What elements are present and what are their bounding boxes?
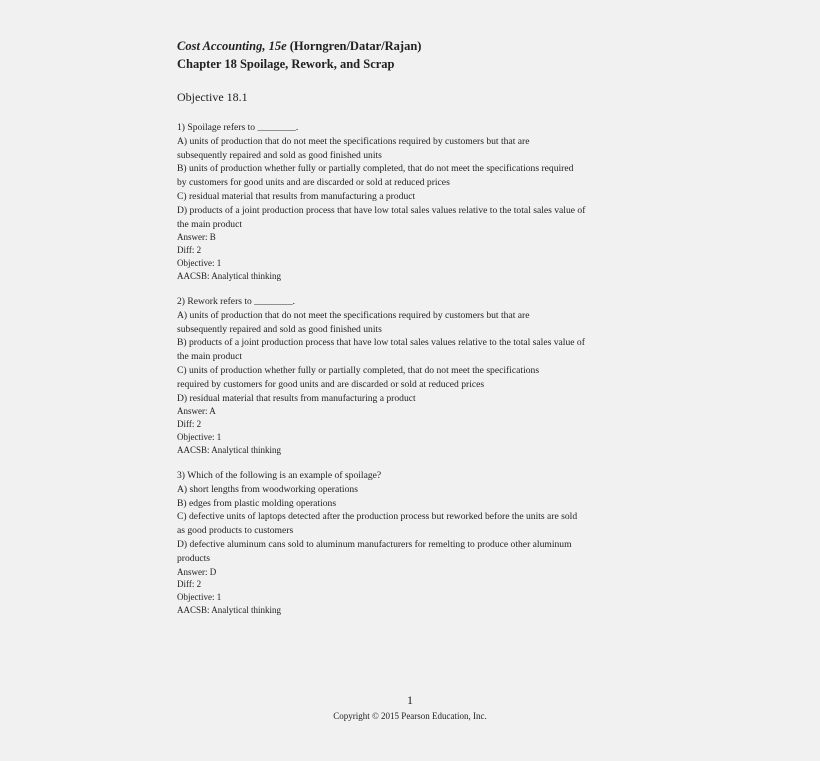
choice-line: the main product xyxy=(177,218,243,230)
page-number: 1 xyxy=(407,693,413,707)
book-authors: (Horngren/Datar/Rajan) xyxy=(289,39,422,53)
chapter-title: Chapter 18 Spoilage, Rework, and Scrap xyxy=(177,57,395,71)
objective-line: Objective: 1 xyxy=(177,592,222,603)
question-block xyxy=(177,295,652,457)
choice-line: B) units of production whether fully or partially completed, that do not meet the specifications required xyxy=(177,163,574,175)
choice-line: subsequently repaired and sold as good finished units xyxy=(177,323,382,335)
objective-line: Objective: 1 xyxy=(177,257,222,268)
answer-line: Answer: B xyxy=(177,232,216,243)
choice-line: B) products of a joint production process that have low total sales values relative to the total sales value of xyxy=(177,337,585,349)
book-header xyxy=(177,38,421,54)
answer-line: Answer: A xyxy=(177,406,216,417)
choice-line: C) defective units of laptops detected after the production process but reworked before the units are sold xyxy=(177,511,578,523)
choice-line: subsequently repaired and sold as good finished units xyxy=(177,149,382,161)
aacsb-line: AACSB: Analytical thinking xyxy=(177,270,282,281)
choice-line: A) units of production that do not meet the specifications required by customers but that are xyxy=(177,135,530,147)
question-prompt: 1) Spoilage refers to ________. xyxy=(177,122,299,133)
aacsb-line: AACSB: Analytical thinking xyxy=(177,604,282,615)
objective-heading: Objective 18.1 xyxy=(177,90,248,104)
question-prompt: 3) Which of the following is an example of spoilage? xyxy=(177,470,382,481)
question-prompt: 2) Rework refers to ________. xyxy=(177,296,296,307)
choice-line: A) short lengths from woodworking operations xyxy=(177,483,358,495)
aacsb-line: AACSB: Analytical thinking xyxy=(177,444,282,455)
difficulty-line: Diff: 2 xyxy=(177,579,202,590)
choice-line: B) edges from plastic molding operations xyxy=(177,497,337,509)
choice-line: required by customers for good units and are discarded or sold at reduced prices xyxy=(177,378,485,390)
question-block xyxy=(177,469,652,617)
choice-line: D) residual material that results from manufacturing a product xyxy=(177,392,416,404)
difficulty-line: Diff: 2 xyxy=(177,245,202,256)
question-block xyxy=(177,121,652,283)
choice-line: by customers for good units and are discarded or sold at reduced prices xyxy=(177,177,450,189)
objective-line: Objective: 1 xyxy=(177,431,222,442)
choice-line: products xyxy=(177,552,211,564)
difficulty-line: Diff: 2 xyxy=(177,419,202,430)
answer-line: Answer: D xyxy=(177,566,217,577)
choice-line: D) defective aluminum cans sold to aluminum manufacturers for remelting to produce other aluminum xyxy=(177,538,572,550)
choice-line: as good products to customers xyxy=(177,525,294,537)
book-title: Cost Accounting, 15e xyxy=(177,39,287,53)
choice-line: the main product xyxy=(177,351,243,363)
copyright-notice: Copyright © 2015 Pearson Education, Inc. xyxy=(333,711,487,721)
choice-line: C) units of production whether fully or partially completed, that do not meet the specifications xyxy=(177,364,540,376)
choice-line: D) products of a joint production process that have low total sales values relative to the total sales value of xyxy=(177,204,586,216)
choice-line: A) units of production that do not meet the specifications required by customers but that are xyxy=(177,309,530,321)
choice-line: C) residual material that results from manufacturing a product xyxy=(177,190,416,202)
